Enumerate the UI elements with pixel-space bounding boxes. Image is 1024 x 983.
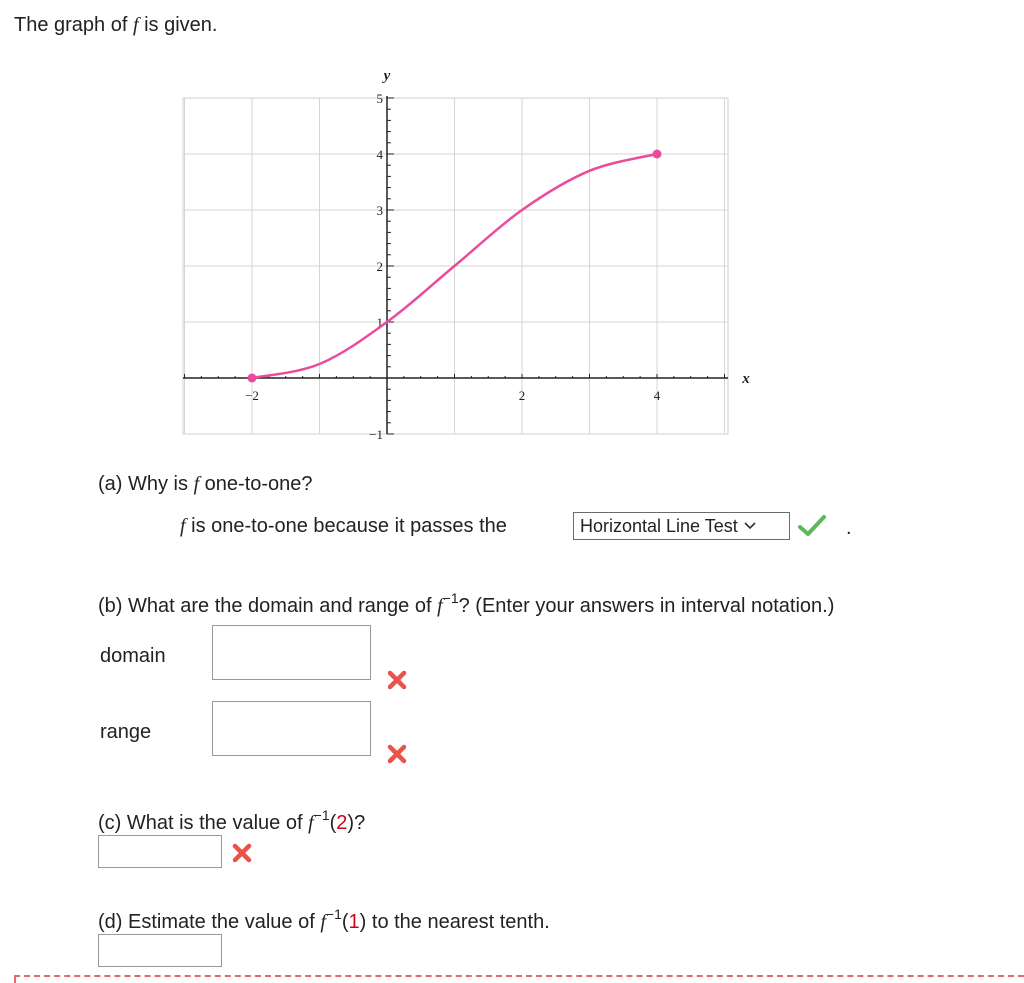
part-d-q-f: f <box>320 911 326 933</box>
part-d-q-sup: −1 <box>325 906 342 922</box>
y-tick-label: 4 <box>376 147 383 162</box>
part-a-q-f: f <box>193 473 200 495</box>
part-a-question <box>98 473 313 496</box>
part-d-q-post: to the nearest tenth. <box>366 911 550 933</box>
finverse-2-input[interactable] <box>98 835 222 868</box>
y-tick-label: −1 <box>369 427 383 442</box>
intro-post: is given. <box>138 14 218 36</box>
y-tick-label: 1 <box>376 315 383 330</box>
part-d-q-pre: (d) Estimate the value of <box>98 911 321 933</box>
part-a-answer-text: is one-to-one because it passes the <box>185 515 507 537</box>
part-c-q-pre: (c) What is the value of <box>98 812 309 834</box>
y-axis-label: y <box>383 68 391 84</box>
part-b-q-sup: −1 <box>442 590 459 606</box>
part-c-cross-icon <box>231 842 253 864</box>
part-c-q-f: f <box>308 812 314 834</box>
part-c-question <box>98 807 365 835</box>
part-d-question <box>98 906 550 934</box>
part-a-q-post: one-to-one? <box>199 473 313 495</box>
x-tick-label: −2 <box>245 388 259 403</box>
range-input[interactable] <box>212 701 371 756</box>
part-c-open: ( <box>329 812 337 834</box>
check-icon <box>797 514 827 538</box>
intro-f: f <box>132 14 139 36</box>
domain-cross-icon <box>386 669 408 691</box>
part-a-q-pre: (a) Why is <box>98 473 194 495</box>
part-d-open: ( <box>341 911 349 933</box>
domain-label: domain <box>100 645 166 667</box>
part-c-close: )? <box>347 812 366 834</box>
part-b-q-f: f <box>437 595 443 617</box>
x-tick-label: 2 <box>518 388 526 403</box>
graph-labels <box>245 68 750 442</box>
finverse-1-input[interactable] <box>98 934 222 967</box>
curve-endpoint-dot <box>653 150 662 159</box>
one-to-one-reason-select[interactable] <box>573 512 790 540</box>
chevron-down-icon <box>744 519 756 533</box>
part-b-q-post: ? (Enter your answers in interval notation.) <box>458 595 835 617</box>
intro-pre: The graph of <box>14 14 133 36</box>
part-d-arg: 1 <box>348 911 360 933</box>
part-b-question <box>98 590 834 618</box>
part-c-q-sup: −1 <box>313 807 330 823</box>
part-a-answer-line <box>180 515 507 538</box>
part-d-close: ) <box>359 911 367 933</box>
range-label: range <box>100 721 152 743</box>
part-a-answer-f: f <box>180 515 186 537</box>
part-c-arg: 2 <box>336 812 348 834</box>
part-b-q-pre: (b) What are the domain and range of <box>98 595 438 617</box>
domain-input[interactable] <box>212 625 371 680</box>
dashed-divider-corner <box>14 975 16 983</box>
x-axis-label: x <box>742 371 750 387</box>
y-tick-label: 5 <box>376 91 383 106</box>
select-value: Horizontal Line Test <box>580 515 738 536</box>
function-graph <box>0 0 1024 470</box>
x-tick-label: 4 <box>653 388 661 403</box>
part-a-period: . <box>846 517 852 539</box>
y-tick-label: 2 <box>376 259 383 274</box>
dashed-divider <box>14 975 1024 977</box>
curve-endpoint-dot <box>248 374 257 383</box>
y-tick-label: 3 <box>376 203 383 218</box>
range-cross-icon <box>386 743 408 765</box>
